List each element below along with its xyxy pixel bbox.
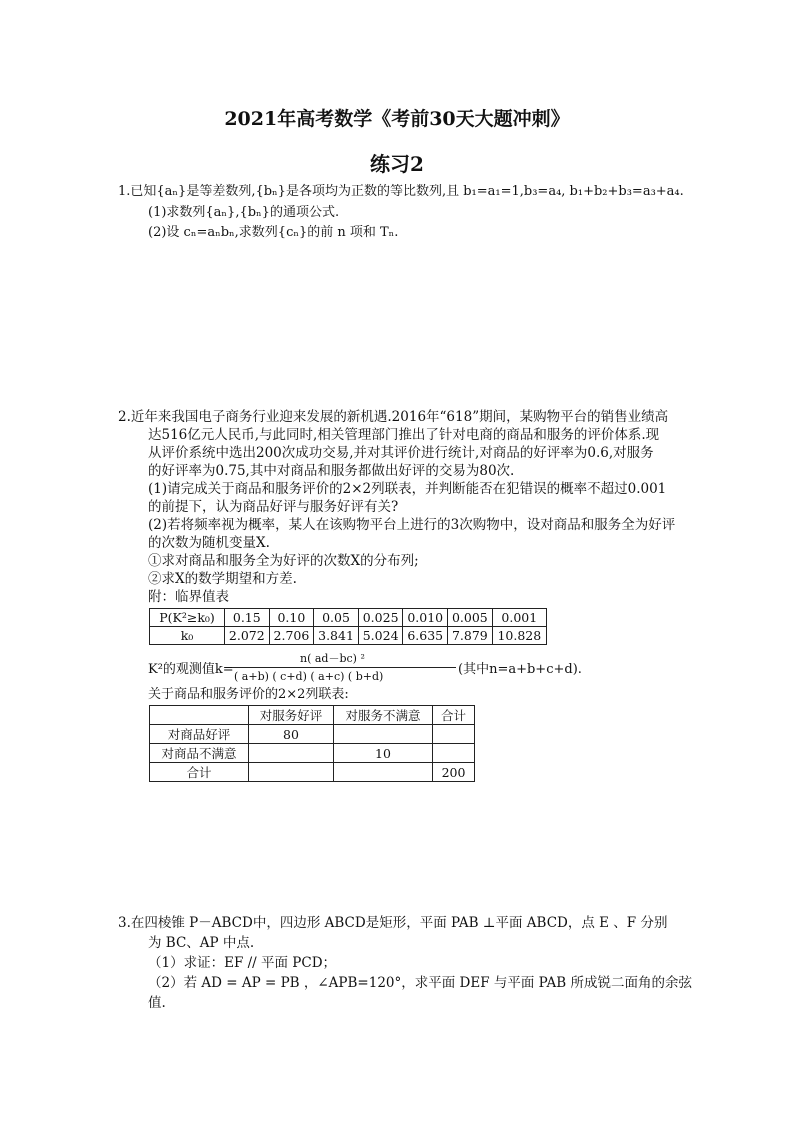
contingency-caption: 关于商品和服务评价的2×2列联表: xyxy=(148,687,349,702)
table-cell xyxy=(433,744,475,763)
table-header: 合计 xyxy=(433,706,475,725)
table-row xyxy=(150,763,475,782)
table-row xyxy=(150,744,475,763)
table-header: 对服务好评 xyxy=(249,706,334,725)
table-header: 对服务不满意 xyxy=(334,706,433,725)
table-cell xyxy=(433,725,475,744)
q3-line: 值. xyxy=(148,995,166,1011)
q2-line: 从评价系统中选出200次成功交易,并对其评价进行统计,对商品的好评率为0.6,对服务 xyxy=(148,445,654,461)
q2-line: ①求对商品和服务全为好评的次数X的分布列; xyxy=(148,553,419,569)
table-cell: 7.879 xyxy=(448,627,493,645)
q2-line: ②求X的数学期望和方差. xyxy=(148,571,297,587)
table-cell xyxy=(249,763,334,782)
q3-line: （1）求证：EF // 平面 PCD； xyxy=(148,955,337,971)
q1-stem: 1.已知{aₙ}是等差数列,{bₙ}是各项均为正数的等比数列,且 b₁=a₁=1,b₃=a₄, b₁+b₂+b₃=a₃+a₄. xyxy=(118,184,684,199)
document-subtitle: 练习2 xyxy=(370,152,424,176)
table-cell: 2.706 xyxy=(269,627,314,645)
q1-part2: (2)设 cₙ=aₙbₙ,求数列{cₙ}的前 n 项和 Tₙ. xyxy=(148,225,399,240)
table-cell: 10 xyxy=(334,744,433,763)
table-cell: 80 xyxy=(249,725,334,744)
table-cell: 6.635 xyxy=(403,627,448,645)
fraction-bar xyxy=(232,667,456,668)
table-cell: 0.001 xyxy=(492,609,546,627)
table-cell: 10.828 xyxy=(492,627,546,645)
q2-line: (2)若将频率视为概率，某人在该购物平台上进行的3次购物中，设对商品和服务全为好评 xyxy=(148,517,676,533)
table-cell xyxy=(334,725,433,744)
q1-part1: (1)求数列{aₙ},{bₙ}的通项公式. xyxy=(148,205,340,220)
contingency-table xyxy=(149,705,475,782)
table-cell: 0.10 xyxy=(269,609,314,627)
document-title: 2021年高考数学《考前30天大题冲刺》 xyxy=(224,108,570,130)
table-cell: 0.005 xyxy=(448,609,493,627)
table-cell: 0.025 xyxy=(358,609,403,627)
table-cell: k₀ xyxy=(150,627,225,645)
formula-prefix: K²的观测值k= xyxy=(148,662,234,677)
table-cell: 0.15 xyxy=(225,609,270,627)
table-cell: 合计 xyxy=(150,763,249,782)
q2-line: 的前提下，认为商品好评与服务好评有关? xyxy=(148,499,399,515)
q2-line: (1)请完成关于商品和服务评价的2×2列联表，并判断能否在犯错误的概率不超过0.001 xyxy=(148,481,667,497)
table-row xyxy=(150,627,547,645)
q2-line: 的次数为随机变量X. xyxy=(148,535,270,551)
table-cell: 0.010 xyxy=(403,609,448,627)
table-cell xyxy=(334,763,433,782)
q3-line: （2）若 AD = AP = PB ，∠APB=120°，求平面 DEF 与平面 PAB 所成锐二面角的余弦 xyxy=(148,975,692,991)
table-cell: 对商品好评 xyxy=(150,725,249,744)
q3-line: 为 BC、AP 中点. xyxy=(148,935,255,951)
q3-line: 3.在四棱锥 P－ABCD中，四边形 ABCD是矩形，平面 PAB ⊥平面 ABCD，点 E 、F 分别 xyxy=(118,915,668,931)
formula-denominator: ( a+b) ( c+d) ( a+c) ( b+d) xyxy=(234,670,384,683)
q2-line: 2.近年来我国电子商务行业迎来发展的新机遇.2016年“618”期间，某购物平台的销售业绩高 xyxy=(118,409,669,425)
table-row xyxy=(150,706,475,725)
table-cell: 3.841 xyxy=(314,627,359,645)
table-cell: 对商品不满意 xyxy=(150,744,249,763)
table-row xyxy=(150,609,547,627)
table-cell xyxy=(249,744,334,763)
table-row xyxy=(150,725,475,744)
table-cell: 0.05 xyxy=(314,609,359,627)
table-cell: 2.072 xyxy=(225,627,270,645)
formula-suffix: (其中n=a+b+c+d). xyxy=(458,662,582,677)
q2-line: 附：临界值表 xyxy=(148,589,229,605)
q2-line: 达516亿元人民币,与此同时,相关管理部门推出了针对电商的商品和服务的评价体系.现 xyxy=(148,427,660,443)
table-header xyxy=(150,706,249,725)
table-cell: 5.024 xyxy=(358,627,403,645)
formula-numerator: n( ad－bc) ² xyxy=(300,652,365,665)
table-cell: P(K²≥k₀) xyxy=(150,609,225,627)
q2-line: 的好评率为0.75,其中对商品和服务都做出好评的交易为80次. xyxy=(148,463,515,479)
table-cell: 200 xyxy=(433,763,475,782)
critical-value-table xyxy=(149,608,547,645)
